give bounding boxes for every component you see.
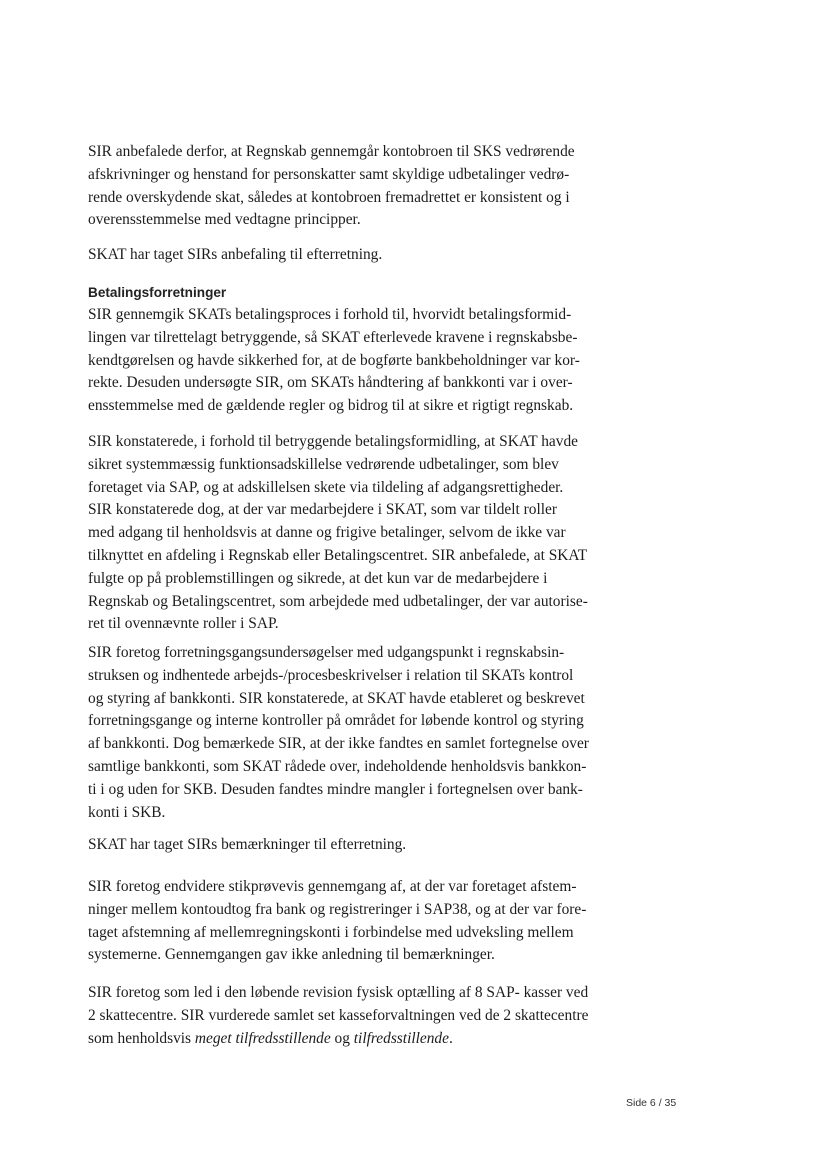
text-line: kendtgørelsen og havde sikkerhed for, at de bogførte bankbeholdninger var kor- — [88, 351, 580, 369]
paragraph-kontobro-recommendation — [88, 141, 628, 232]
text-fragment: som henholdsvis — [88, 1029, 195, 1047]
emphasis-rating-1: meget tilfredsstillende — [194, 1029, 331, 1047]
paragraph-skat-response-2 — [88, 834, 628, 857]
text-line: Regnskab og Betalingscentret, som arbejdede med udbetalinger, der var autorise- — [88, 592, 588, 610]
text-line: fulgte op på problemstillingen og sikrede, at det kun var de medarbejdere i — [88, 569, 548, 587]
paragraph-stikproeve — [88, 876, 628, 967]
text-line: overensstemmelse med vedtagne principper. — [88, 211, 361, 229]
text-line: SIR foretog endvidere stikprøvevis gennemgang af, at der var foretaget afstem- — [88, 878, 577, 895]
text-line: struksen og indhentede arbejds-/procesbeskrivelser i relation til SKATs kontrol — [88, 666, 574, 684]
text-line: SIR gennemgik SKATs betalingsproces i forhold til, hvorvidt betalingsformid- — [88, 306, 572, 323]
text-line: rende overskydende skat, således at kontobroen fremadrettet er konsistent og i — [88, 188, 570, 206]
paragraph-forretningsgange — [88, 642, 628, 824]
text-line: systemerne. Gennemgangen gav ikke anledning til bemærkninger. — [88, 946, 495, 964]
text-line: sikret systemmæssig funktionsadskillelse vedrørende udbetalinger, som blev — [88, 455, 559, 473]
text-line: samtlige bankkonti, som SKAT rådede over, indeholdende henholdsvis bankkon- — [88, 757, 587, 775]
text-fragment: . — [448, 1029, 453, 1047]
text-line: 2 skattecentre. SIR vurderede samlet set kasseforvaltningen ved de 2 skattecentre — [88, 1006, 589, 1024]
text-line: SIR konstaterede, i forhold til betryggende betalingsformidling, at SKAT havde — [88, 433, 578, 450]
text-line: SIR konstaterede dog, at der var medarbejdere i SKAT, som var tildelt roller — [88, 501, 557, 519]
text-line: SKAT har taget SIRs anbefaling til efterretning. — [88, 246, 383, 263]
text-line: af bankkonti. Dog bemærkede SIR, at der ikke fandtes en samlet fortegnelse over — [88, 735, 589, 753]
text-fragment: og — [330, 1029, 354, 1047]
text-line: ret til ovennævnte roller i SAP. — [88, 615, 279, 633]
text-line: konti i SKB. — [88, 803, 166, 821]
text-line: og styring af bankkonti. SIR konstaterede, at SKAT havde etableret og beskrevet — [88, 689, 585, 707]
emphasis-rating-2: tilfredsstillende — [353, 1029, 449, 1047]
section-heading: Betalingsforretninger — [88, 285, 227, 300]
text-line-with-emphasis — [88, 1028, 628, 1051]
paragraph-funktionsadskillelse — [88, 431, 628, 636]
paragraph-kasseoptaelling — [88, 982, 628, 1050]
text-line: forretningsgange og interne kontroller på området for løbende kontrol og styring — [88, 712, 584, 730]
text-line: SIR anbefalede derfor, at Regnskab gennemgår kontobroen til SKS vedrørende — [88, 143, 575, 160]
text-line: lingen var tilrettelagt betryggende, så SKAT efterlevede kravene i regnskabsbe- — [88, 328, 578, 346]
text-line: SKAT har taget SIRs bemærkninger til efterretning. — [88, 836, 407, 853]
text-line: SIR foretog forretningsgangsundersøgelser med udgangspunkt i regnskabsin- — [88, 644, 565, 661]
text-line: SIR foretog som led i den løbende revision fysisk optælling af 8 SAP- kasser ved — [88, 984, 589, 1001]
page-number: Side 6 / 35 — [626, 1097, 677, 1109]
paragraph-betalingsproces — [88, 304, 628, 418]
text-line: rekte. Desuden undersøgte SIR, om SKATs håndtering af bankkonti var i over- — [88, 374, 573, 392]
text-line: taget afstemning af mellemregningskonti i forbindelse med udveksling mellem — [88, 923, 574, 941]
text-line: ti i og uden for SKB. Desuden fandtes mindre mangler i fortegnelsen over bank- — [88, 780, 583, 798]
text-line: foretaget via SAP, og at adskillelsen skete via tildeling af adgangsrettigheder. — [88, 478, 564, 496]
text-line: afskrivninger og henstand for personskatter samt skyldige udbetalinger vedrø- — [88, 165, 570, 183]
paragraph-skat-response-1 — [88, 244, 628, 267]
text-line: ninger mellem kontoudtog fra bank og registreringer i SAP38, og at der var fore- — [88, 900, 587, 918]
text-line: ensstemmelse med de gældende regler og bidrog til at sikre et rigtigt regnskab. — [88, 397, 574, 415]
text-line: tilknyttet en afdeling i Regnskab eller Betalingscentret. SIR anbefalede, at SKAT — [88, 546, 588, 564]
text-line: med adgang til henholdsvis at danne og frigive betalinger, selvom de ikke var — [88, 524, 566, 542]
